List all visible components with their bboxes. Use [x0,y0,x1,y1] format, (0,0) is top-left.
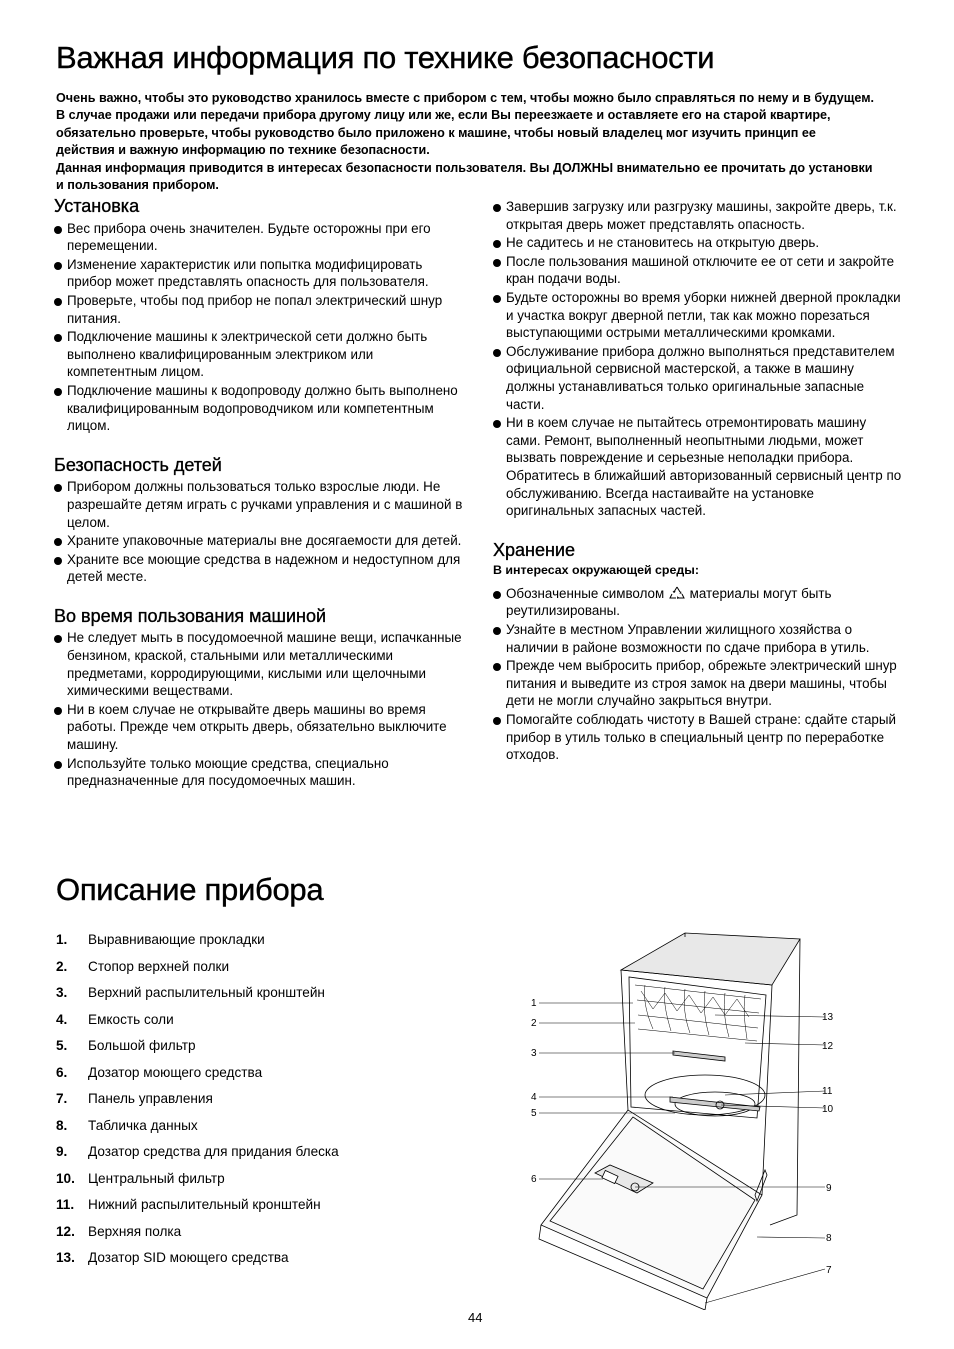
list-item: Используйте только моющие средства, специально предназначенные для посудомоечных машин. [54,755,464,790]
callout-label: 4 [531,1092,537,1103]
recycle-symbol-icon [668,586,686,600]
parts-list-item: 9. Дозатор средства для придания блеска [56,1144,339,1159]
right-column [493,198,903,786]
parts-list-item: 1. Выравнивающие прокладки [56,932,265,947]
service-note: Обратитесь в ближайший авторизованный сервисный центр по обслуживанию. Всегда настаивайте на установке оригинальных запасных частей. [506,467,902,519]
children-list [54,478,464,586]
parts-list-item: 8. Табличка данных [56,1117,198,1133]
section-heading-children: Безопасность детей [54,454,222,475]
usage-list [54,629,464,789]
list-item [493,414,903,520]
callout-label: 10 [822,1104,834,1115]
list-item: Обслуживание прибора должно выполняться представителем официальной сервисной мастерской, а также в машину должны устанавливаться только оригинальные запасные части. [493,343,903,413]
installation-list [54,220,464,435]
page-title-description: Описание прибора [56,872,324,907]
list-item: Помогайте соблюдать чистоту в Вашей стране: сдайте старый прибор в утиль только в специальный центр по переработке отходов. [493,711,903,764]
list-item: Изменение характеристик или попытка модифицировать прибор может представлять опасность для пользователя. [54,256,464,291]
list-item: Ни в коем случае не открывайте дверь машины во время работы. Прежде чем открыть дверь, обязательно выключите машину. [54,701,464,754]
parts-list-item: 7. Панель управления [56,1091,213,1106]
list-item: Подключение машины к водопроводу должно быть выполнено квалифицированным водопроводчиком или компетентным лицом. [54,382,464,435]
parts-list-item: 11. Нижний распылительный кронштейн [56,1197,321,1212]
recycle-text-after: материалы могут быть реутилизированы. [506,585,832,619]
list-item: Храните упаковочные материалы вне досягаемости для детей. [54,532,464,550]
callout-label: 13 [822,1012,834,1023]
intro-paragraph: Данная информация приводится в интересах безопасности пользователя. Вы ДОЛЖНЫ внимательно ее прочитать до установки и пользования прибором. [56,160,873,193]
intro-paragraph: Очень важно, чтобы это руководство хранилось вместе с прибором с тем, чтобы можно было справляться по нему и в будущем. В случае продажи или передачи прибора другому лицу или же, если Вы переезжаете и оставляете его на старой квартире, обязательно проверьте, чтобы руководство было приложено к машине, чтобы новый владелец мог изучить принцип ее действия и важную информацию по технике безопасности. [56,91,875,158]
callout-label: 1 [531,998,537,1009]
recycle-text-before: Обозначенные символом [506,585,665,601]
dishwasher-diagram [525,925,840,1310]
list-item: Завершив загрузку или разгрузку машины, закройте дверь, т.к. открытая дверь может представлять опасность. [493,198,903,233]
list-item-text: Ни в коем случае не пытайтесь отремонтировать машину сами. Ремонт, выполненный неопытными людьми, может вызвать повреждение и серьезные неполадки прибора. [506,415,867,466]
storage-list [493,585,903,764]
list-item: Подключение машины к электрической сети должно быть выполнено квалифицированным электриком или компетентным лицом. [54,328,464,381]
usage-list-continued [493,198,903,520]
parts-list-item: 2. Стопор верхней полки [56,958,230,974]
parts-list-item: 4. Емкость соли [56,1011,174,1027]
list-item [493,585,903,620]
parts-list [56,932,339,1277]
callout-label: 12 [822,1041,834,1052]
callout-label: 2 [531,1018,537,1029]
list-item: После пользования машиной отключите ее от сети и закройте кран подачи воды. [493,253,903,288]
parts-list-item: 5. Большой фильтр [56,1038,196,1053]
parts-list-item: 13. Дозатор SID моющего средства [56,1250,289,1265]
page-title-safety: Важная информация по технике безопасности [56,40,715,75]
dishwasher-door [541,1110,762,1298]
section-heading-usage: Во время пользования машиной [54,605,327,626]
parts-list-item: 6. Дозатор моющего средства [56,1064,263,1080]
list-item: Вес прибора очень значителен. Будьте осторожны при его перемещении. [54,220,464,255]
parts-list-item: 10. Центральный фильтр [56,1170,225,1186]
callout-label: 6 [531,1174,537,1185]
list-item: Прежде чем выбросить прибор, обрежьте электрический шнур питания и выведите из строя замок на двери машины, чтобы дети не могли случайно закрыться внутри. [493,657,903,710]
list-item: Узнайте в местном Управлении жилищного хозяйства о наличии в районе возможности по сдаче прибора в утиль. [493,621,903,656]
list-item: Не садитесь и не становитесь на открытую дверь. [493,234,903,252]
callout-label: 5 [531,1108,537,1119]
callout-label: 7 [826,1265,832,1276]
list-item: Не следует мыть в посудомоечной машине вещи, испачканные бензином, краской, стальными или металлическими предметами, корродирующими, кислыми или щелочными химическими веществами. [54,629,464,699]
callout-label: 3 [531,1048,537,1059]
intro-text [56,90,876,194]
callout-label: 11 [822,1086,833,1097]
list-item: Проверьте, чтобы под прибор не попал электрический шнур питания. [54,292,464,327]
callout-label: 8 [826,1233,832,1244]
list-item: Храните все моющие средства в надежном и недоступном для детей месте. [54,551,464,586]
section-heading-installation: Установка [54,196,140,216]
left-column [54,198,464,812]
dishwasher-top [621,933,800,985]
section-heading-storage: Хранение [493,539,575,560]
page-number: 44 [468,1310,483,1325]
parts-list-item: 12. Верхняя полка [56,1223,182,1239]
list-item: Будьте осторожны во время уборки нижней дверной прокладки и участка вокруг дверной петли, так как можно порезаться выступающими острыми металлическими кромками. [493,289,903,342]
parts-list-item: 3. Верхний распылительный кронштейн [56,985,325,1000]
callout-label: 9 [826,1183,832,1194]
list-item: Прибором должны пользоваться только взрослые люди. Не разрешайте детям играть с ручками управления и с машиной в целом. [54,478,464,531]
storage-subheading: В интересах окружающей среды: [493,563,699,578]
